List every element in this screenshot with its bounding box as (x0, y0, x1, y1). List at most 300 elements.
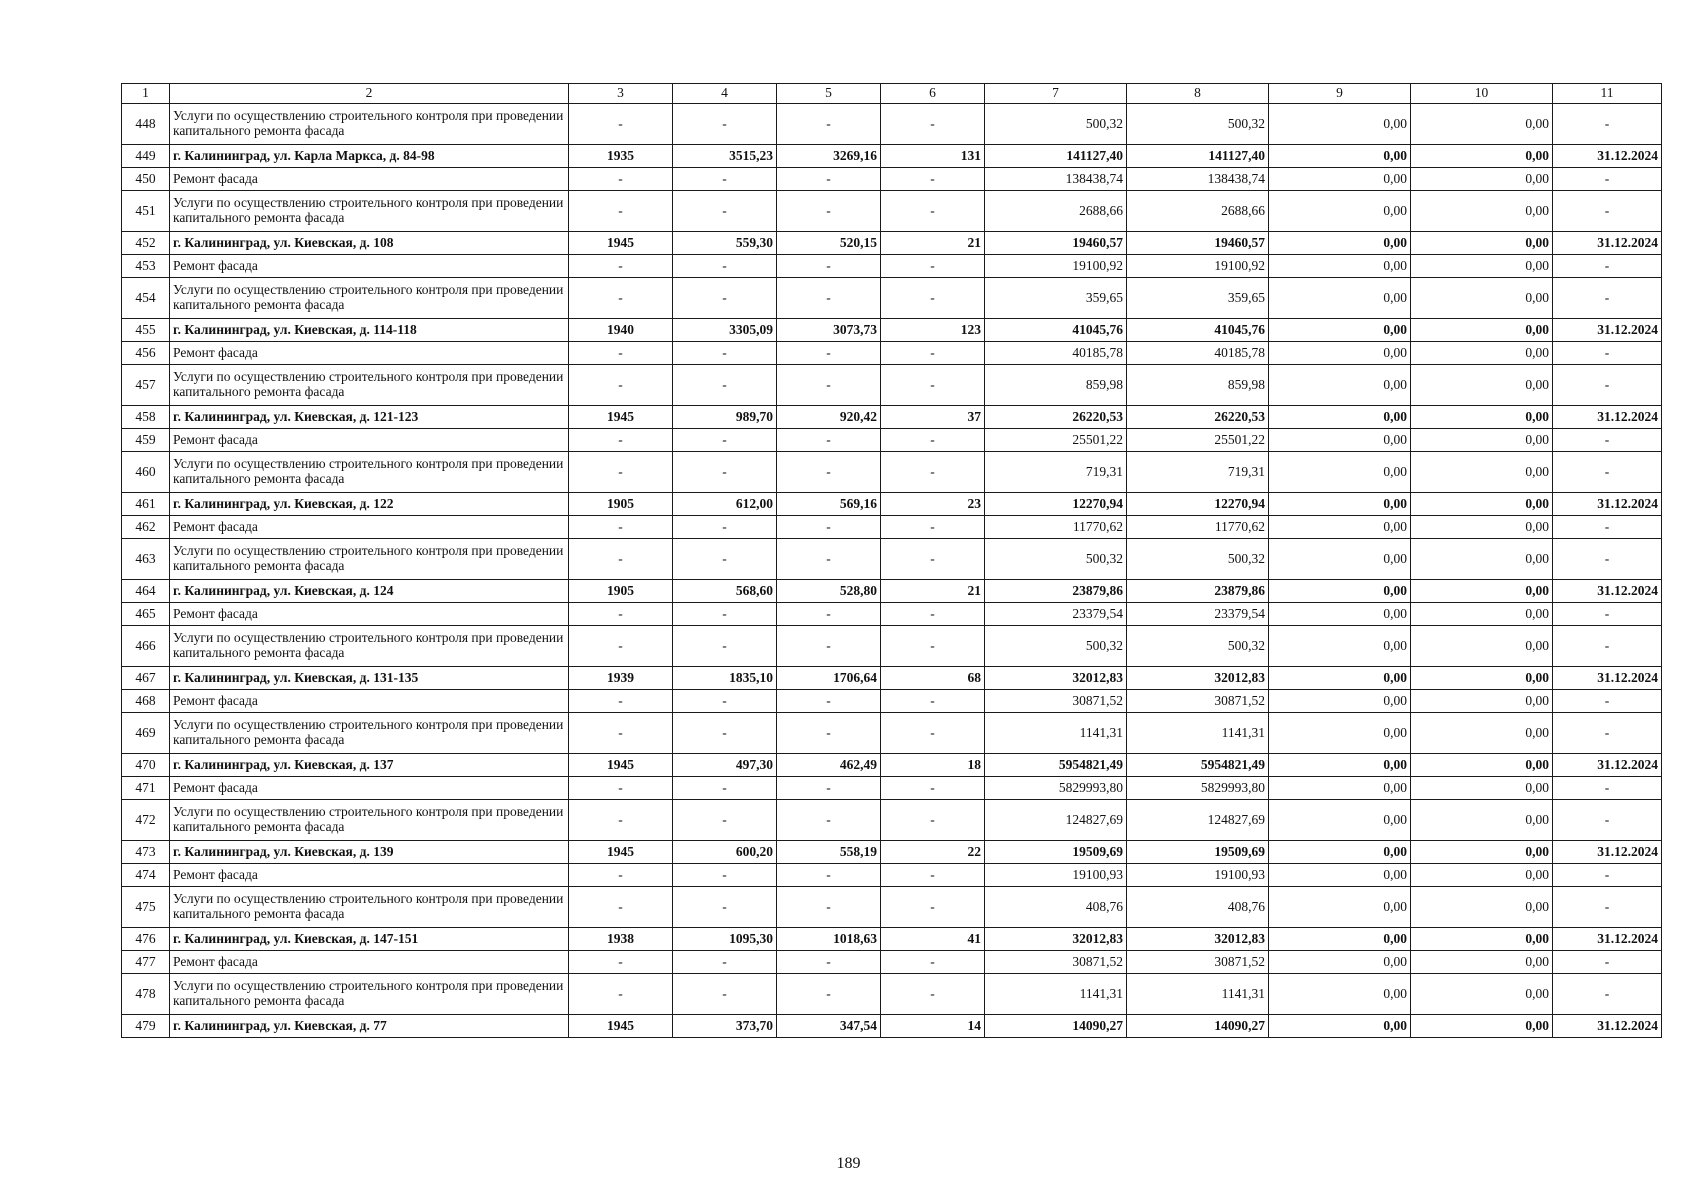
row-number-cell: 450 (122, 168, 170, 191)
area-total-cell: 612,00 (673, 493, 777, 516)
area-living-cell: - (777, 365, 881, 406)
name-cell: Услуги по осуществлению строительного контроля при проведении капитального ремонта фасада (170, 452, 569, 493)
column-number-cell: 1 (122, 84, 170, 104)
cost-owners-cell: 0,00 (1411, 603, 1553, 626)
area-living-cell: - (777, 278, 881, 319)
cost-total-cell: 23379,54 (985, 603, 1127, 626)
cost-owners-cell: 0,00 (1411, 406, 1553, 429)
area-living-cell: 1706,64 (777, 667, 881, 690)
cost-total-cell: 11770,62 (985, 516, 1127, 539)
cost-total-cell: 5954821,49 (985, 754, 1127, 777)
year-cell: - (569, 342, 673, 365)
cost-budget-cell: 0,00 (1269, 319, 1411, 342)
year-cell: 1905 (569, 493, 673, 516)
area-total-cell: - (673, 539, 777, 580)
name-cell: г. Калининград, ул. Киевская, д. 77 (170, 1015, 569, 1038)
cost-total-cell: 141127,40 (985, 145, 1127, 168)
year-cell: 1940 (569, 319, 673, 342)
deadline-cell: - (1553, 974, 1662, 1015)
service-row (122, 452, 1662, 493)
year-cell: - (569, 429, 673, 452)
name-cell: Услуги по осуществлению строительного контроля при проведении капитального ремонта фасада (170, 626, 569, 667)
row-number-cell: 449 (122, 145, 170, 168)
year-cell: - (569, 168, 673, 191)
name-cell: г. Калининград, ул. Киевская, д. 114-118 (170, 319, 569, 342)
cost-fund-cell: 2688,66 (1127, 191, 1269, 232)
residents-cell: 22 (881, 841, 985, 864)
cost-fund-cell: 719,31 (1127, 452, 1269, 493)
cost-budget-cell: 0,00 (1269, 539, 1411, 580)
service-row (122, 365, 1662, 406)
deadline-cell: - (1553, 516, 1662, 539)
cost-budget-cell: 0,00 (1269, 191, 1411, 232)
row-number-cell: 470 (122, 754, 170, 777)
cost-owners-cell: 0,00 (1411, 928, 1553, 951)
row-number-cell: 473 (122, 841, 170, 864)
cost-budget-cell: 0,00 (1269, 168, 1411, 191)
cost-budget-cell: 0,00 (1269, 406, 1411, 429)
area-total-cell: - (673, 191, 777, 232)
residents-cell: - (881, 342, 985, 365)
row-number-cell: 466 (122, 626, 170, 667)
deadline-cell: - (1553, 777, 1662, 800)
cost-owners-cell: 0,00 (1411, 342, 1553, 365)
area-total-cell: - (673, 255, 777, 278)
year-cell: - (569, 951, 673, 974)
cost-fund-cell: 859,98 (1127, 365, 1269, 406)
area-living-cell: - (777, 516, 881, 539)
deadline-cell: 31.12.2024 (1553, 145, 1662, 168)
cost-total-cell: 408,76 (985, 887, 1127, 928)
name-cell: Ремонт фасада (170, 864, 569, 887)
deadline-cell: - (1553, 429, 1662, 452)
cost-owners-cell: 0,00 (1411, 452, 1553, 493)
cost-owners-cell: 0,00 (1411, 255, 1553, 278)
deadline-cell: - (1553, 365, 1662, 406)
area-total-cell: - (673, 951, 777, 974)
cost-total-cell: 500,32 (985, 104, 1127, 145)
year-cell: - (569, 800, 673, 841)
area-total-cell: - (673, 690, 777, 713)
cost-total-cell: 719,31 (985, 452, 1127, 493)
area-living-cell: 528,80 (777, 580, 881, 603)
area-living-cell: - (777, 713, 881, 754)
cost-budget-cell: 0,00 (1269, 887, 1411, 928)
cost-budget-cell: 0,00 (1269, 104, 1411, 145)
cost-owners-cell: 0,00 (1411, 690, 1553, 713)
residents-cell: 123 (881, 319, 985, 342)
service-row (122, 104, 1662, 145)
area-living-cell: 920,42 (777, 406, 881, 429)
residents-cell: - (881, 690, 985, 713)
row-number-cell: 467 (122, 667, 170, 690)
service-row (122, 713, 1662, 754)
cost-total-cell: 14090,27 (985, 1015, 1127, 1038)
residents-cell: - (881, 626, 985, 667)
row-number-cell: 471 (122, 777, 170, 800)
cost-owners-cell: 0,00 (1411, 800, 1553, 841)
deadline-cell: - (1553, 864, 1662, 887)
cost-owners-cell: 0,00 (1411, 493, 1553, 516)
area-total-cell: - (673, 104, 777, 145)
cost-owners-cell: 0,00 (1411, 777, 1553, 800)
repair-row (122, 516, 1662, 539)
row-number-cell: 453 (122, 255, 170, 278)
cost-total-cell: 1141,31 (985, 974, 1127, 1015)
area-total-cell: - (673, 452, 777, 493)
cost-budget-cell: 0,00 (1269, 145, 1411, 168)
row-number-cell: 455 (122, 319, 170, 342)
deadline-cell: 31.12.2024 (1553, 928, 1662, 951)
area-living-cell: - (777, 255, 881, 278)
name-cell: Услуги по осуществлению строительного контроля при проведении капитального ремонта фасада (170, 539, 569, 580)
row-number-cell: 476 (122, 928, 170, 951)
cost-fund-cell: 500,32 (1127, 539, 1269, 580)
name-cell: г. Калининград, ул. Киевская, д. 124 (170, 580, 569, 603)
column-number-cell: 2 (170, 84, 569, 104)
residents-cell: 131 (881, 145, 985, 168)
cost-owners-cell: 0,00 (1411, 1015, 1553, 1038)
area-living-cell: 462,49 (777, 754, 881, 777)
row-number-cell: 472 (122, 800, 170, 841)
cost-budget-cell: 0,00 (1269, 754, 1411, 777)
column-number-row (122, 84, 1662, 104)
area-living-cell: - (777, 887, 881, 928)
cost-budget-cell: 0,00 (1269, 278, 1411, 319)
cost-fund-cell: 23379,54 (1127, 603, 1269, 626)
cost-owners-cell: 0,00 (1411, 429, 1553, 452)
residents-cell: - (881, 603, 985, 626)
area-living-cell: 558,19 (777, 841, 881, 864)
year-cell: - (569, 777, 673, 800)
cost-budget-cell: 0,00 (1269, 928, 1411, 951)
area-total-cell: - (673, 713, 777, 754)
year-cell: 1945 (569, 754, 673, 777)
cost-fund-cell: 40185,78 (1127, 342, 1269, 365)
area-living-cell: - (777, 951, 881, 974)
name-cell: Услуги по осуществлению строительного контроля при проведении капитального ремонта фасада (170, 800, 569, 841)
area-total-cell: - (673, 887, 777, 928)
row-number-cell: 457 (122, 365, 170, 406)
deadline-cell: - (1553, 603, 1662, 626)
area-total-cell: - (673, 365, 777, 406)
name-cell: Услуги по осуществлению строительного контроля при проведении капитального ремонта фасада (170, 191, 569, 232)
cost-total-cell: 359,65 (985, 278, 1127, 319)
service-row (122, 800, 1662, 841)
cost-total-cell: 2688,66 (985, 191, 1127, 232)
year-cell: - (569, 516, 673, 539)
repair-row (122, 777, 1662, 800)
cost-fund-cell: 41045,76 (1127, 319, 1269, 342)
cost-fund-cell: 26220,53 (1127, 406, 1269, 429)
deadline-cell: 31.12.2024 (1553, 232, 1662, 255)
name-cell: г. Калининград, ул. Киевская, д. 131-135 (170, 667, 569, 690)
name-cell: Услуги по осуществлению строительного контроля при проведении капитального ремонта фасада (170, 278, 569, 319)
year-cell: - (569, 539, 673, 580)
name-cell: Услуги по осуществлению строительного контроля при проведении капитального ремонта фасада (170, 365, 569, 406)
address-row (122, 232, 1662, 255)
year-cell: - (569, 626, 673, 667)
name-cell: Ремонт фасада (170, 429, 569, 452)
year-cell: - (569, 365, 673, 406)
cost-fund-cell: 23879,86 (1127, 580, 1269, 603)
column-number-cell: 10 (1411, 84, 1553, 104)
column-number-cell: 3 (569, 84, 673, 104)
year-cell: - (569, 690, 673, 713)
name-cell: г. Калининград, ул. Киевская, д. 108 (170, 232, 569, 255)
service-row (122, 191, 1662, 232)
cost-fund-cell: 124827,69 (1127, 800, 1269, 841)
area-total-cell: - (673, 974, 777, 1015)
residents-cell: - (881, 452, 985, 493)
area-living-cell: 569,16 (777, 493, 881, 516)
area-total-cell: - (673, 168, 777, 191)
area-total-cell: - (673, 864, 777, 887)
row-number-cell: 461 (122, 493, 170, 516)
cost-owners-cell: 0,00 (1411, 104, 1553, 145)
area-living-cell: - (777, 626, 881, 667)
column-number-cell: 5 (777, 84, 881, 104)
service-row (122, 626, 1662, 667)
cost-total-cell: 859,98 (985, 365, 1127, 406)
cost-fund-cell: 359,65 (1127, 278, 1269, 319)
cost-total-cell: 41045,76 (985, 319, 1127, 342)
area-total-cell: 989,70 (673, 406, 777, 429)
cost-fund-cell: 1141,31 (1127, 713, 1269, 754)
year-cell: - (569, 191, 673, 232)
cost-owners-cell: 0,00 (1411, 887, 1553, 928)
area-total-cell: - (673, 516, 777, 539)
cost-total-cell: 19100,92 (985, 255, 1127, 278)
deadline-cell: - (1553, 626, 1662, 667)
area-living-cell: 520,15 (777, 232, 881, 255)
column-number-cell: 8 (1127, 84, 1269, 104)
year-cell: - (569, 864, 673, 887)
deadline-cell: - (1553, 191, 1662, 232)
cost-total-cell: 19460,57 (985, 232, 1127, 255)
cost-budget-cell: 0,00 (1269, 429, 1411, 452)
area-total-cell: 1095,30 (673, 928, 777, 951)
deadline-cell: - (1553, 452, 1662, 493)
table-body (122, 84, 1662, 1038)
repair-row (122, 255, 1662, 278)
cost-fund-cell: 14090,27 (1127, 1015, 1269, 1038)
cost-budget-cell: 0,00 (1269, 667, 1411, 690)
address-row (122, 580, 1662, 603)
cost-budget-cell: 0,00 (1269, 1015, 1411, 1038)
deadline-cell: - (1553, 342, 1662, 365)
cost-total-cell: 32012,83 (985, 928, 1127, 951)
row-number-cell: 474 (122, 864, 170, 887)
area-total-cell: 559,30 (673, 232, 777, 255)
service-row (122, 974, 1662, 1015)
residents-cell: - (881, 864, 985, 887)
area-living-cell: - (777, 864, 881, 887)
residents-cell: - (881, 429, 985, 452)
cost-budget-cell: 0,00 (1269, 232, 1411, 255)
name-cell: г. Калининград, ул. Киевская, д. 137 (170, 754, 569, 777)
cost-owners-cell: 0,00 (1411, 539, 1553, 580)
area-living-cell: 347,54 (777, 1015, 881, 1038)
cost-total-cell: 12270,94 (985, 493, 1127, 516)
year-cell: 1945 (569, 406, 673, 429)
residents-cell: - (881, 800, 985, 841)
cost-owners-cell: 0,00 (1411, 713, 1553, 754)
cost-owners-cell: 0,00 (1411, 232, 1553, 255)
deadline-cell: - (1553, 255, 1662, 278)
repair-row (122, 168, 1662, 191)
residents-cell: - (881, 887, 985, 928)
name-cell: г. Калининград, ул. Киевская, д. 122 (170, 493, 569, 516)
deadline-cell: 31.12.2024 (1553, 580, 1662, 603)
cost-fund-cell: 408,76 (1127, 887, 1269, 928)
name-cell: Услуги по осуществлению строительного контроля при проведении капитального ремонта фасада (170, 713, 569, 754)
residents-cell: 18 (881, 754, 985, 777)
name-cell: г. Калининград, ул. Киевская, д. 139 (170, 841, 569, 864)
cost-owners-cell: 0,00 (1411, 754, 1553, 777)
cost-total-cell: 40185,78 (985, 342, 1127, 365)
name-cell: Ремонт фасада (170, 777, 569, 800)
register-table (121, 83, 1662, 1038)
year-cell: - (569, 452, 673, 493)
cost-fund-cell: 12270,94 (1127, 493, 1269, 516)
address-row (122, 841, 1662, 864)
cost-total-cell: 30871,52 (985, 951, 1127, 974)
row-number-cell: 464 (122, 580, 170, 603)
cost-owners-cell: 0,00 (1411, 365, 1553, 406)
cost-budget-cell: 0,00 (1269, 800, 1411, 841)
cost-owners-cell: 0,00 (1411, 191, 1553, 232)
cost-owners-cell: 0,00 (1411, 864, 1553, 887)
cost-fund-cell: 32012,83 (1127, 667, 1269, 690)
area-total-cell: - (673, 342, 777, 365)
cost-fund-cell: 138438,74 (1127, 168, 1269, 191)
cost-fund-cell: 19460,57 (1127, 232, 1269, 255)
area-living-cell: 3073,73 (777, 319, 881, 342)
cost-budget-cell: 0,00 (1269, 516, 1411, 539)
area-total-cell: 373,70 (673, 1015, 777, 1038)
area-total-cell: 3515,23 (673, 145, 777, 168)
name-cell: Ремонт фасада (170, 168, 569, 191)
area-living-cell: - (777, 539, 881, 580)
area-living-cell: - (777, 191, 881, 232)
deadline-cell: 31.12.2024 (1553, 754, 1662, 777)
row-number-cell: 475 (122, 887, 170, 928)
area-living-cell: 1018,63 (777, 928, 881, 951)
residents-cell: - (881, 951, 985, 974)
deadline-cell: - (1553, 278, 1662, 319)
cost-budget-cell: 0,00 (1269, 255, 1411, 278)
name-cell: Ремонт фасада (170, 516, 569, 539)
name-cell: Ремонт фасада (170, 690, 569, 713)
deadline-cell: - (1553, 104, 1662, 145)
area-living-cell: - (777, 168, 881, 191)
year-cell: - (569, 255, 673, 278)
row-number-cell: 460 (122, 452, 170, 493)
year-cell: 1938 (569, 928, 673, 951)
address-row (122, 493, 1662, 516)
repair-row (122, 342, 1662, 365)
row-number-cell: 451 (122, 191, 170, 232)
column-number-cell: 7 (985, 84, 1127, 104)
cost-total-cell: 32012,83 (985, 667, 1127, 690)
repair-row (122, 690, 1662, 713)
year-cell: 1935 (569, 145, 673, 168)
residents-cell: - (881, 168, 985, 191)
row-number-cell: 458 (122, 406, 170, 429)
area-living-cell: - (777, 777, 881, 800)
service-row (122, 539, 1662, 580)
residents-cell: - (881, 516, 985, 539)
address-row (122, 754, 1662, 777)
cost-fund-cell: 1141,31 (1127, 974, 1269, 1015)
address-row (122, 928, 1662, 951)
year-cell: 1945 (569, 841, 673, 864)
deadline-cell: - (1553, 168, 1662, 191)
row-number-cell: 477 (122, 951, 170, 974)
repair-row (122, 951, 1662, 974)
cost-owners-cell: 0,00 (1411, 626, 1553, 667)
cost-budget-cell: 0,00 (1269, 841, 1411, 864)
residents-cell: - (881, 539, 985, 580)
residents-cell: - (881, 974, 985, 1015)
cost-fund-cell: 11770,62 (1127, 516, 1269, 539)
row-number-cell: 469 (122, 713, 170, 754)
address-row (122, 667, 1662, 690)
deadline-cell: 31.12.2024 (1553, 493, 1662, 516)
column-number-cell: 11 (1553, 84, 1662, 104)
cost-owners-cell: 0,00 (1411, 667, 1553, 690)
cost-fund-cell: 30871,52 (1127, 951, 1269, 974)
row-number-cell: 448 (122, 104, 170, 145)
cost-total-cell: 500,32 (985, 626, 1127, 667)
area-living-cell: - (777, 452, 881, 493)
year-cell: - (569, 278, 673, 319)
cost-budget-cell: 0,00 (1269, 951, 1411, 974)
cost-owners-cell: 0,00 (1411, 319, 1553, 342)
cost-fund-cell: 141127,40 (1127, 145, 1269, 168)
deadline-cell: - (1553, 690, 1662, 713)
area-total-cell: - (673, 626, 777, 667)
row-number-cell: 456 (122, 342, 170, 365)
address-row (122, 406, 1662, 429)
year-cell: - (569, 603, 673, 626)
cost-total-cell: 30871,52 (985, 690, 1127, 713)
deadline-cell: - (1553, 887, 1662, 928)
cost-fund-cell: 25501,22 (1127, 429, 1269, 452)
area-total-cell: - (673, 429, 777, 452)
address-row (122, 1015, 1662, 1038)
cost-budget-cell: 0,00 (1269, 974, 1411, 1015)
row-number-cell: 454 (122, 278, 170, 319)
cost-total-cell: 23879,86 (985, 580, 1127, 603)
name-cell: Ремонт фасада (170, 951, 569, 974)
area-living-cell: - (777, 603, 881, 626)
deadline-cell: 31.12.2024 (1553, 319, 1662, 342)
cost-total-cell: 138438,74 (985, 168, 1127, 191)
cost-total-cell: 25501,22 (985, 429, 1127, 452)
area-living-cell: - (777, 800, 881, 841)
row-number-cell: 463 (122, 539, 170, 580)
cost-owners-cell: 0,00 (1411, 974, 1553, 1015)
residents-cell: - (881, 777, 985, 800)
name-cell: Ремонт фасада (170, 255, 569, 278)
residents-cell: 21 (881, 580, 985, 603)
cost-owners-cell: 0,00 (1411, 516, 1553, 539)
cost-budget-cell: 0,00 (1269, 713, 1411, 754)
name-cell: г. Калининград, ул. Карла Маркса, д. 84-98 (170, 145, 569, 168)
area-total-cell: - (673, 800, 777, 841)
